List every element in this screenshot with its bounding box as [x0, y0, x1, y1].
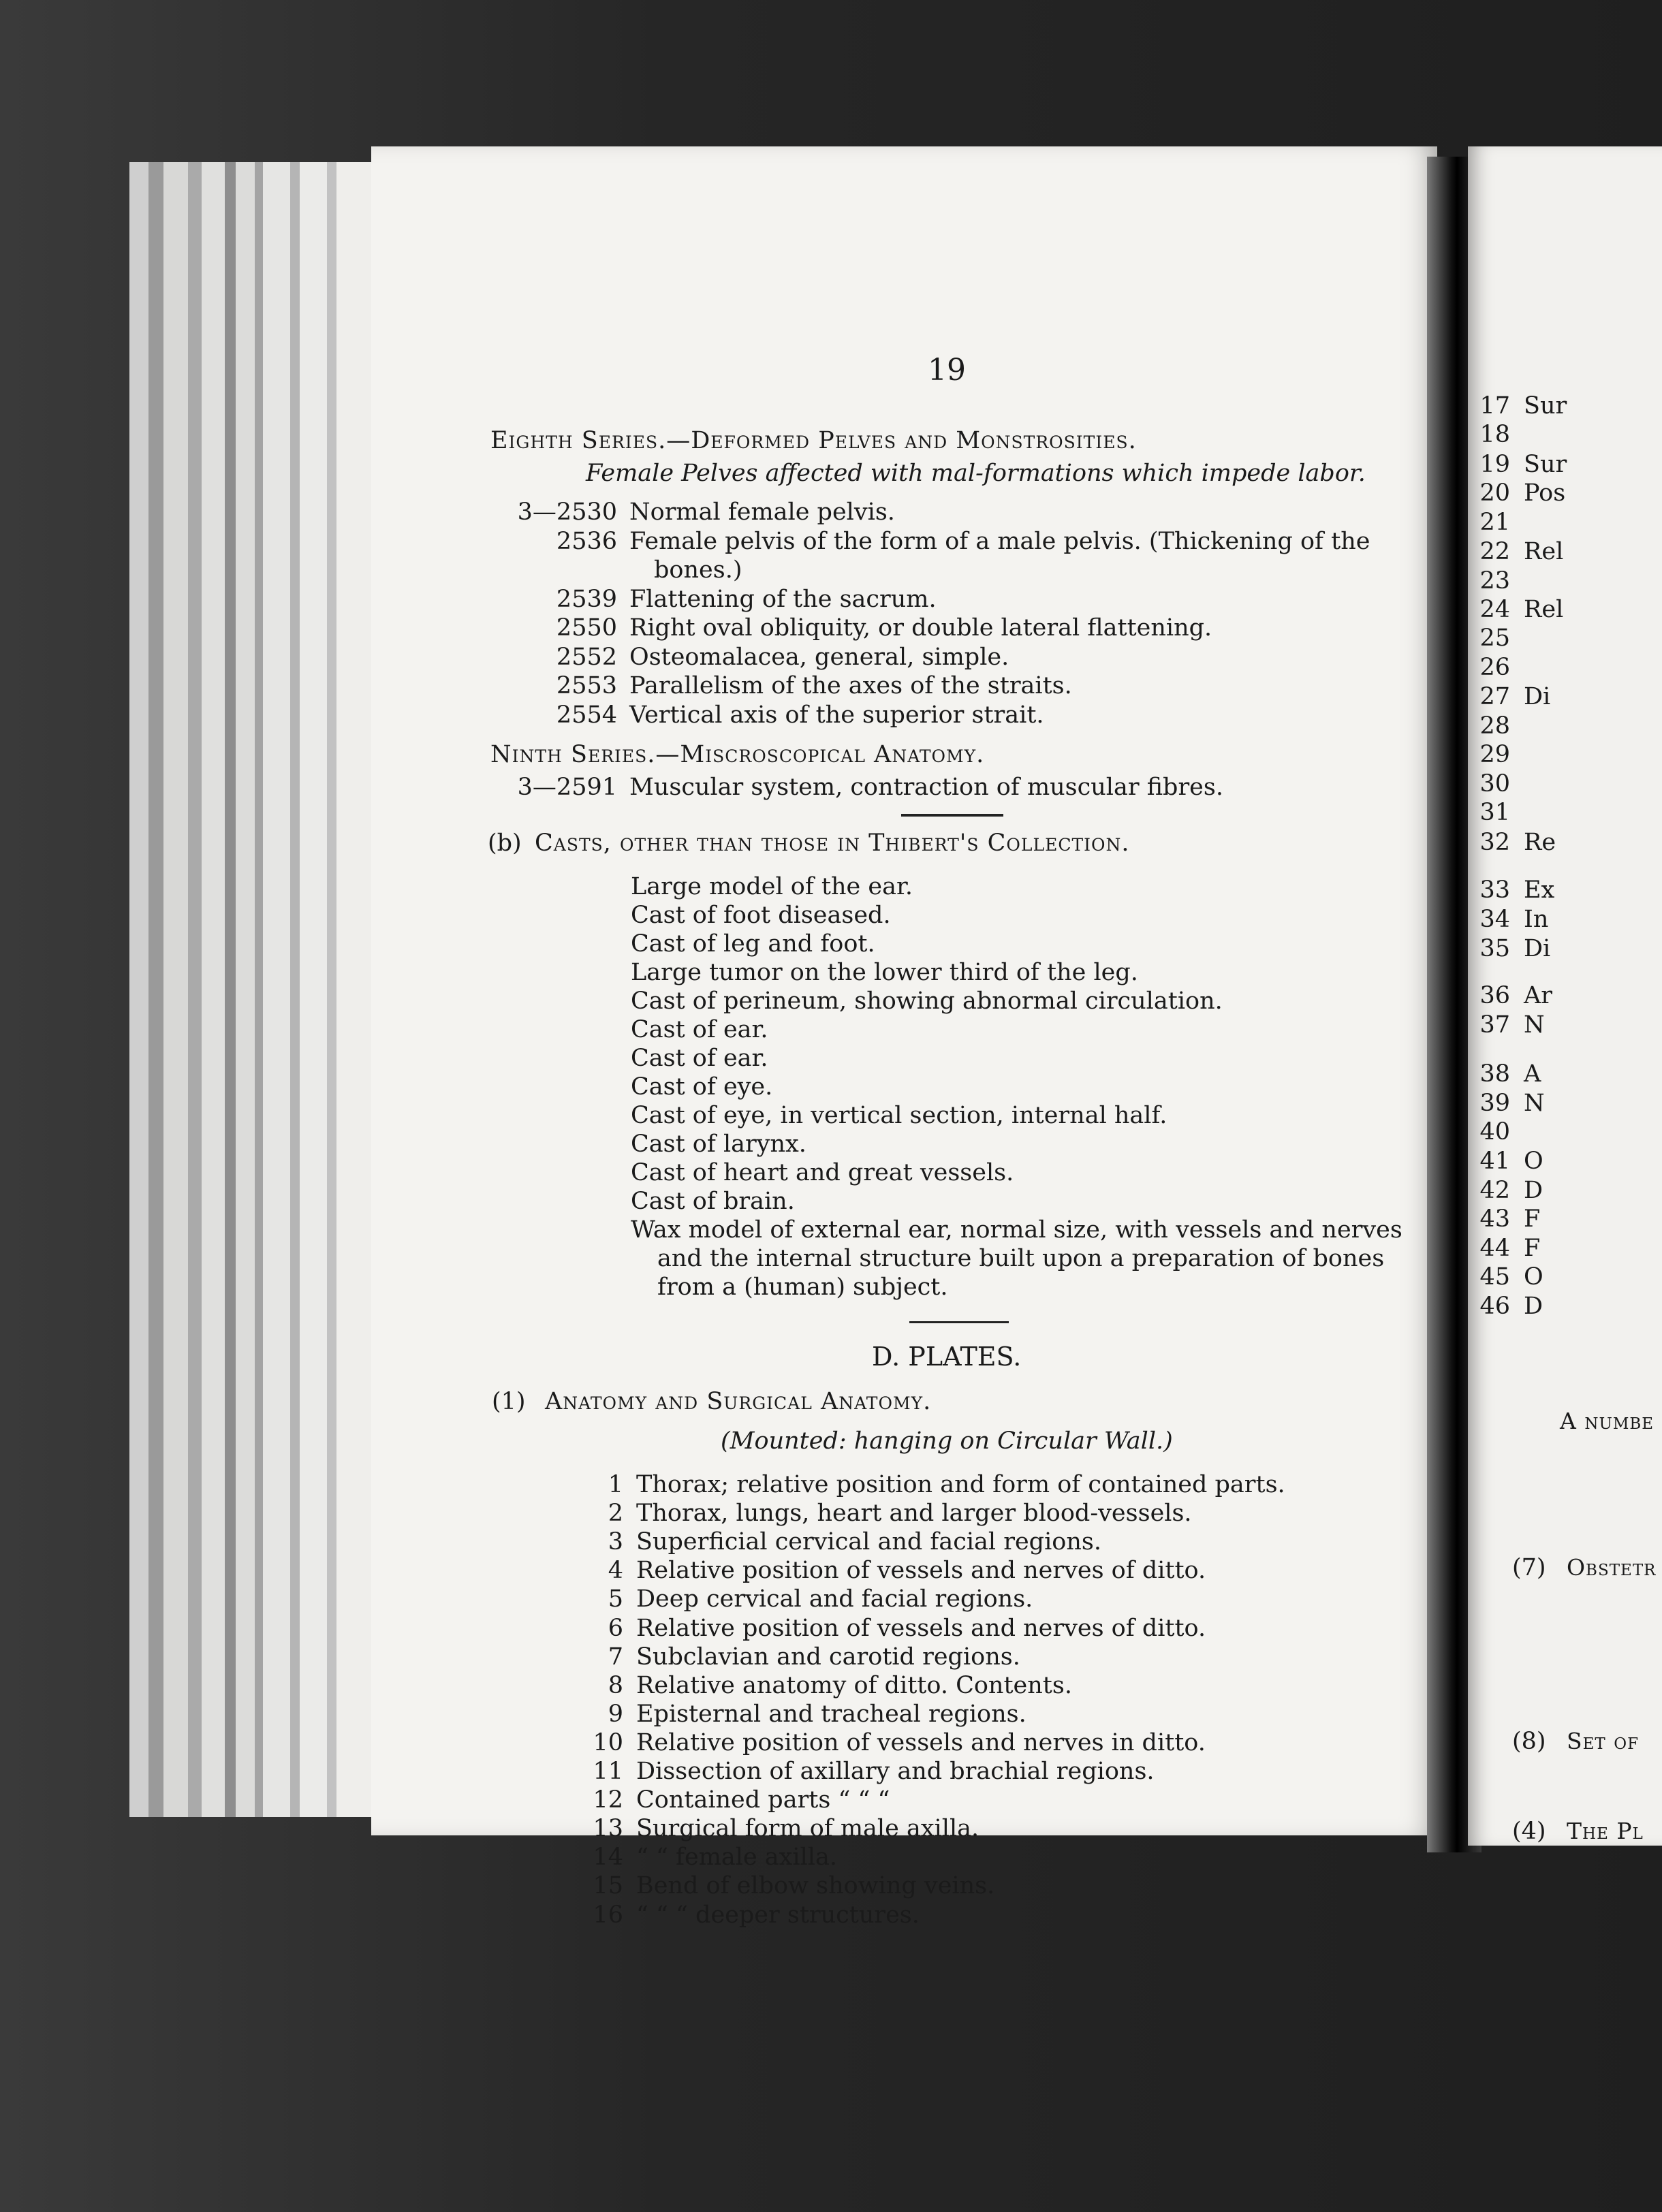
right-item-number: 29 [1479, 741, 1510, 768]
right-item-number: 27 [1479, 683, 1510, 710]
right-item-text: Sur [1524, 392, 1567, 420]
item-text: Thorax; relative position and form of contained parts. [636, 1471, 1285, 1498]
item-text: Subclavian and carotid regions. [636, 1643, 1020, 1671]
item-number: 5 [608, 1585, 623, 1613]
cast-item: Large tumor on the lower third of the leg. [631, 959, 1138, 986]
cast-item: and the internal structure built upon a preparation of bones [657, 1245, 1385, 1272]
right-heading-text: Obstetr [1567, 1554, 1657, 1581]
item-text: Dissection of axillary and brachial regions. [636, 1758, 1155, 1785]
item-number: 9 [608, 1700, 623, 1728]
right-item-text: Di [1524, 683, 1551, 710]
right-item-text: Pos [1524, 479, 1566, 507]
item-number: 6 [608, 1614, 623, 1642]
right-item-text: F [1524, 1205, 1541, 1233]
item-number: 3—2591 [517, 774, 617, 801]
item-text: Bend of elbow showing veins. [636, 1872, 995, 1900]
right-page [1468, 146, 1662, 1846]
right-item-number: 22 [1479, 538, 1510, 565]
right-item-number: 37 [1479, 1011, 1510, 1039]
item-text: Parallelism of the axes of the straits. [629, 672, 1072, 699]
right-item-number: 42 [1479, 1177, 1510, 1204]
right-item-number: 31 [1479, 799, 1510, 826]
right-item-number: 34 [1479, 906, 1510, 933]
cast-item: Cast of eye. [631, 1073, 773, 1101]
right-item-number: 19 [1479, 451, 1510, 478]
right-heading-text: The Pl [1567, 1818, 1644, 1844]
cast-item: Wax model of external ear, normal size, with vessels and nerves [631, 1216, 1402, 1244]
right-item-text: Ar [1524, 982, 1553, 1009]
right-heading-label: (7) [1512, 1554, 1546, 1581]
casts-heading: Casts, other than those in Thibert's Collection. [535, 830, 1130, 857]
right-item-number: 36 [1479, 982, 1510, 1009]
plates-section-label: (1) [492, 1388, 526, 1415]
plates-mounted-note: (Mounted: hanging on Circular Wall.) [721, 1427, 1173, 1455]
item-number: 2539 [556, 585, 617, 613]
casts-label: (b) [488, 830, 522, 857]
right-item-text: O [1524, 1263, 1543, 1291]
right-item-number: 39 [1479, 1090, 1510, 1117]
right-item-number: 17 [1479, 392, 1510, 420]
item-number: 8 [608, 1671, 623, 1699]
divider-rule [901, 814, 1003, 817]
item-number: 2 [608, 1500, 623, 1528]
item-text: Relative anatomy of ditto. Contents. [636, 1671, 1072, 1699]
item-text: “ “ “ deeper structures. [636, 1901, 920, 1929]
right-item-number: 24 [1479, 596, 1510, 623]
right-item-text: Ex [1524, 876, 1555, 904]
page-edges [129, 162, 375, 1817]
right-item-number: 23 [1479, 567, 1510, 595]
item-number: 14 [593, 1844, 623, 1871]
right-item-text: Di [1524, 935, 1551, 962]
plates-section-heading: Anatomy and Surgical Anatomy. [545, 1388, 932, 1415]
right-item-text: Rel [1524, 596, 1564, 623]
item-text: Relative position of vessels and nerves in ditto. [636, 1728, 1206, 1756]
cast-item: Cast of eye, in vertical section, internal half. [631, 1102, 1167, 1129]
cast-item: Cast of ear. [631, 1016, 768, 1043]
item-number: 2553 [556, 672, 617, 699]
right-item-number: 21 [1479, 509, 1510, 536]
cast-item: Cast of brain. [631, 1188, 795, 1215]
cast-item: Cast of perineum, showing abnormal circulation. [631, 988, 1223, 1015]
item-number: 2536 [556, 527, 617, 555]
right-item-text: D [1524, 1293, 1543, 1320]
right-item-text: In [1524, 906, 1549, 933]
right-item-number: 30 [1479, 770, 1510, 797]
item-text: Relative position of vessels and nerves of ditto. [636, 1557, 1206, 1585]
eighth-series-subheading: Female Pelves affected with mal-formations which impede labor. [586, 460, 1366, 487]
right-heading-text: A numbe [1560, 1408, 1655, 1434]
right-item-text: A [1524, 1060, 1541, 1088]
right-item-number: 40 [1479, 1118, 1510, 1146]
right-item-text: Sur [1524, 451, 1567, 478]
item-text: Thorax, lungs, heart and larger blood-vessels. [636, 1500, 1192, 1528]
cast-item: from a (human) subject. [657, 1274, 948, 1301]
right-item-text: O [1524, 1148, 1543, 1175]
item-text: Right oval obliquity, or double lateral flattening. [629, 614, 1212, 642]
ninth-series-heading: Ninth Series.—Miscroscopical Anatomy. [490, 741, 985, 768]
item-number: 15 [593, 1872, 623, 1900]
item-number: 3—2530 [517, 499, 617, 526]
item-text: Osteomalacea, general, simple. [629, 643, 1009, 671]
item-text: Relative position of vessels and nerves of ditto. [636, 1614, 1206, 1642]
item-text: “ “ female axilla. [636, 1844, 837, 1871]
item-text: Episternal and tracheal regions. [636, 1700, 1026, 1728]
plates-heading: D. PLATES. [872, 1342, 1022, 1372]
item-number: 16 [593, 1901, 623, 1929]
item-number: 4 [608, 1557, 623, 1585]
item-text: Normal female pelvis. [629, 499, 895, 526]
cast-item: Cast of heart and great vessels. [631, 1159, 1014, 1186]
right-item-text: D [1524, 1177, 1543, 1204]
item-number: 11 [593, 1758, 623, 1785]
item-number: 2550 [556, 614, 617, 642]
item-text: Flattening of the sacrum. [629, 585, 937, 613]
cast-item: Cast of foot diseased. [631, 902, 891, 929]
right-item-number: 25 [1479, 625, 1510, 652]
right-item-number: 44 [1479, 1235, 1510, 1262]
right-item-text: N [1524, 1090, 1545, 1117]
right-heading-text: Set of [1567, 1728, 1640, 1754]
item-text: Superficial cervical and facial regions. [636, 1528, 1101, 1556]
right-item-text: F [1524, 1235, 1541, 1262]
item-text: Vertical axis of the superior strait. [629, 701, 1044, 729]
right-item-number: 32 [1479, 829, 1510, 856]
item-number: 2552 [556, 643, 617, 671]
right-heading-label: (4) [1512, 1818, 1546, 1845]
right-item-number: 18 [1479, 421, 1510, 448]
right-page-content [1468, 146, 1662, 1846]
divider-rule [909, 1321, 1009, 1323]
item-text: Contained parts “ “ “ [636, 1786, 890, 1814]
right-item-number: 43 [1479, 1205, 1510, 1233]
cast-item: Cast of ear. [631, 1045, 768, 1072]
item-number: 10 [593, 1728, 623, 1756]
item-number: 2554 [556, 701, 617, 729]
item-text: Female pelvis of the form of a male pelvis. (Thickening of the [629, 527, 1370, 555]
cast-item: Cast of larynx. [631, 1131, 806, 1158]
item-text: bones.) [654, 556, 742, 584]
item-text: Deep cervical and facial regions. [636, 1585, 1033, 1613]
right-item-number: 33 [1479, 876, 1510, 904]
right-heading-label: (8) [1512, 1728, 1546, 1755]
item-number: 12 [593, 1786, 623, 1814]
item-text: Muscular system, contraction of muscular fibres. [629, 774, 1223, 801]
right-item-text: N [1524, 1011, 1545, 1039]
item-number: 13 [593, 1815, 623, 1843]
right-item-number: 26 [1479, 654, 1510, 681]
right-item-number: 41 [1479, 1148, 1510, 1175]
item-text: Surgical form of male axilla. [636, 1815, 979, 1843]
cast-item: Large model of the ear. [631, 873, 913, 900]
eighth-series-heading: Eighth Series.—Deformed Pelves and Monstrosities. [490, 427, 1137, 454]
right-item-number: 38 [1479, 1060, 1510, 1088]
right-item-number: 20 [1479, 479, 1510, 507]
page-number: 19 [928, 353, 966, 388]
right-item-number: 46 [1479, 1293, 1510, 1320]
right-item-text: Rel [1524, 538, 1564, 565]
item-number: 7 [608, 1643, 623, 1671]
right-item-number: 28 [1479, 712, 1510, 740]
cast-item: Cast of leg and foot. [631, 930, 875, 958]
right-item-text: Re [1524, 829, 1556, 856]
item-number: 1 [608, 1471, 623, 1498]
right-item-number: 35 [1479, 935, 1510, 962]
item-number: 3 [608, 1528, 623, 1556]
right-item-number: 45 [1479, 1263, 1510, 1291]
